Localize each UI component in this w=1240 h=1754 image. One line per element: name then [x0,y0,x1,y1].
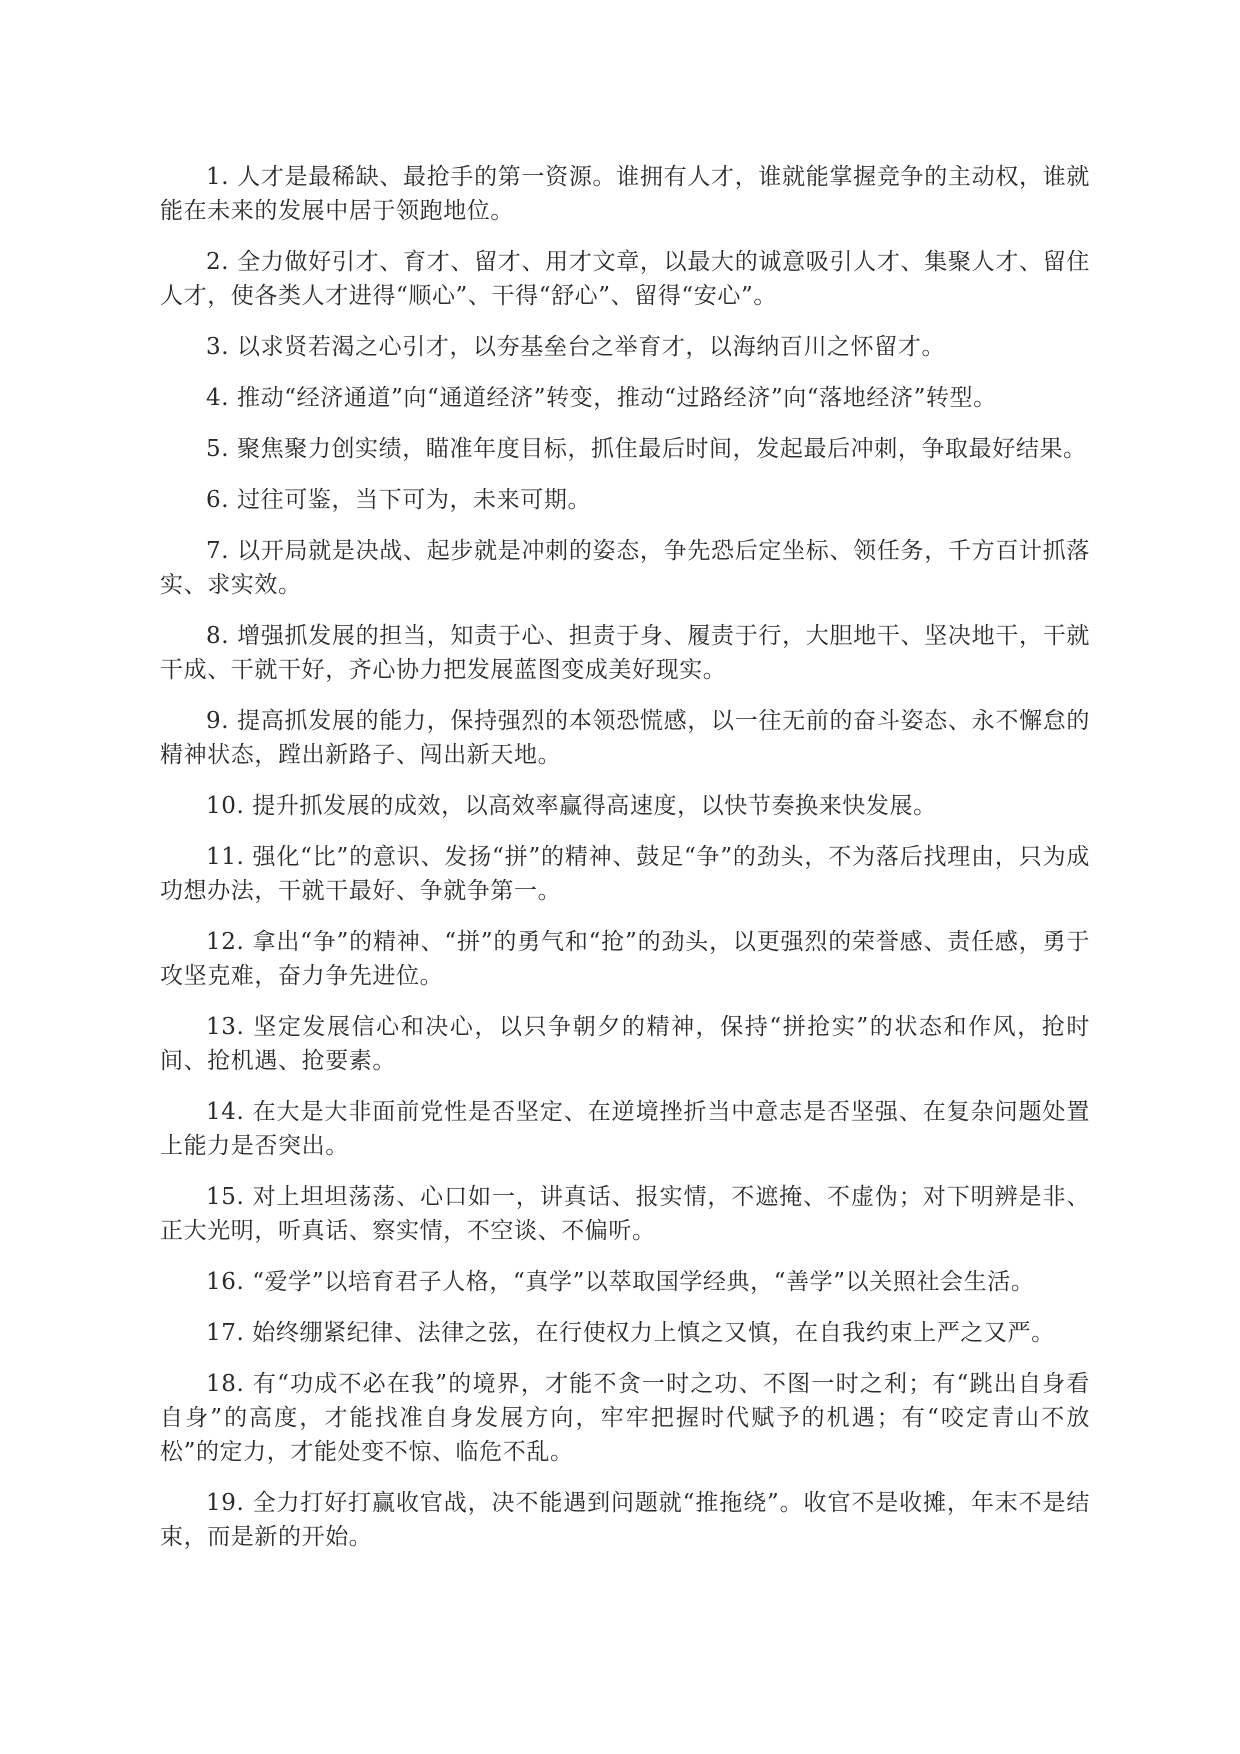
list-item: 7. 以开局就是决战、起步就是冲刺的姿态，争先恐后定坐标、领任务，千方百计抓落实、求实效。 [160,538,1090,598]
list-item: 13. 坚定发展信心和决心，以只争朝夕的精神，保持“拼抢实”的状态和作风，抢时间、抢机遇、抢要素。 [160,1014,1090,1074]
list-item: 19. 全力打好打赢收官战，决不能遇到问题就“推拖绕”。收官不是收摊，年末不是结束，而是新的开始。 [160,1490,1090,1550]
list-item: 9. 提高抓发展的能力，保持强烈的本领恐慌感，以一往无前的奋斗姿态、永不懈怠的精神状态，蹚出新路子、闯出新天地。 [160,708,1090,768]
list-item: 5. 聚焦聚力创实绩，瞄准年度目标，抓住最后时间，发起最后冲刺，争取最好结果。 [206,436,1087,462]
list-item: 12. 拿出“争”的精神、“拼”的勇气和“抢”的劲头，以更强烈的荣誉感、责任感，勇于攻坚克难，奋力争先进位。 [160,929,1090,989]
list-item: 1. 人才是最稀缺、最抢手的第一资源。谁拥有人才，谁就能掌握竞争的主动权，谁就能在未来的发展中居于领跑地位。 [160,164,1090,224]
list-item: 17. 始终绷紧纪律、法律之弦，在行使权力上慎之又慎，在自我约束上严之又严。 [206,1320,1055,1346]
list-item: 8. 增强抓发展的担当，知责于心、担责于身、履责于行，大胆地干、坚决地干，干就干成、干就干好，齐心协力把发展蓝图变成美好现实。 [160,623,1090,683]
list-item: 10. 提升抓发展的成效，以高效率赢得高速度，以快节奏换来快发展。 [206,793,937,819]
list-item: 15. 对上坦坦荡荡、心口如一，讲真话、报实情，不遮掩、不虚伪；对下明辨是非、正大光明，听真话、察实情，不空谈、不偏听。 [160,1184,1090,1244]
list-item: 3. 以求贤若渴之心引才，以夯基垒台之举育才，以海纳百川之怀留才。 [206,334,946,360]
list-item: 16. “爱学”以培育君子人格，“真学”以萃取国学经典，“善学”以关照社会生活。 [206,1269,1035,1295]
list-item: 18. 有“功成不必在我”的境界，才能不贪一时之功、不图一时之利；有“跳出自身看自身”的高度，才能找准自身发展方向，牢牢把握时代赋予的机遇；有“咬定青山不放松”的定力，才能处变不惊、临危不乱。 [160,1371,1090,1465]
list-item: 4. 推动“经济通道”向“通道经济”转变，推动“过路经济”向“落地经济”转型。 [206,385,997,411]
list-item: 11. 强化“比”的意识、发扬“拼”的精神、鼓足“争”的劲头，不为落后找理由，只为成功想办法，干就干最好、争就争第一。 [160,844,1090,904]
list-item: 2. 全力做好引才、育才、留才、用才文章，以最大的诚意吸引人才、集聚人才、留住人才，使各类人才进得“顺心”、干得“舒心”、留得“安心”。 [160,249,1090,309]
list-item: 6. 过往可鉴，当下可为，未来可期。 [206,487,592,513]
document-body [160,160,1090,1571]
list-item: 14. 在大是大非面前党性是否坚定、在逆境挫折当中意志是否坚强、在复杂问题处置上能力是否突出。 [160,1099,1090,1159]
